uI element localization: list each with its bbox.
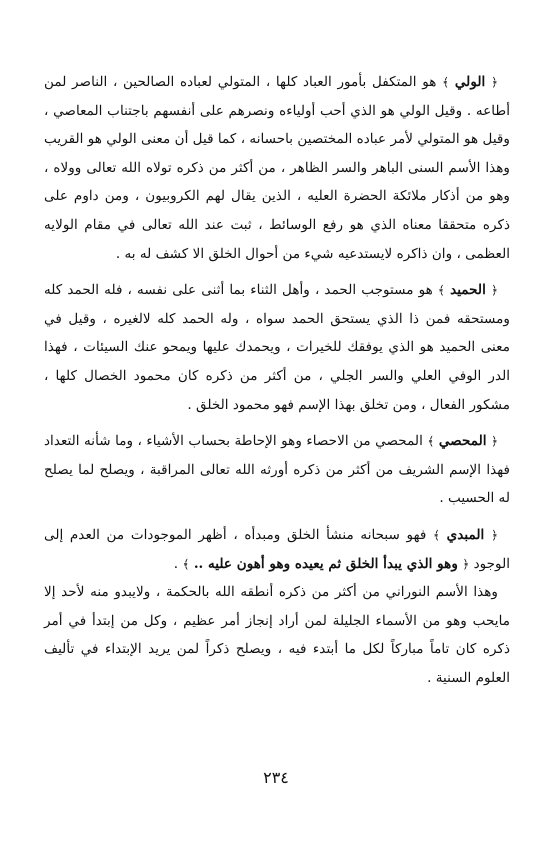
ornament-open-icon: ﴿	[490, 283, 498, 298]
verse-close-icon: ﴾	[182, 556, 190, 571]
paragraph-text: المحصي من الاحصاء وهو الإحاطة بحساب الأشياء ، وما شأنه التعداد فهذا الإسم الشريف من أكثر من ذكره أورثه الله تعالى المراقبة ، ويصلح لما يصلح له الحسيب .	[44, 433, 510, 507]
paragraph-al-muhsi	[44, 427, 510, 513]
paragraph-al-mubdi	[44, 521, 510, 578]
term-al-muhsi: المحصي	[438, 433, 487, 450]
ornament-close-icon: ﴾	[432, 527, 441, 542]
ornament-close-icon: ﴾	[427, 434, 435, 449]
ornament-open-icon: ﴿	[490, 527, 498, 542]
ornament-close-icon: ﴾	[442, 75, 450, 89]
paragraph-text: فهو سبحانه منشأ الخلق ومبدأه ، أظهر الموجودات من العدم إلى الوجود	[44, 526, 510, 572]
paragraph-text: هو مستوجب الحمد ، وأهل الثناء بما أثنى على نفسه ، فله الحمد كله ومستحقه فمن ذا الذي يستحق الحمد سواه ، وله الحمد كله لالغيره ، وقيل في معنى الحميد هو الذي يوفقك للخيرات ، ويحمدك عليها ويمحو عنك السيئات ، فهذا الدر الوفي العلي والسر الجلي ، من أكثر من ذكره كان محمود الخصال كلها ، مشكور الفعال ، ومن تخلق بهذا الإسم فهو محمود الخلق .	[44, 282, 510, 413]
paragraph-text: وهذا الأسم النوراني من أكثر من ذكره أنطقه الله بالحكمة ، ولايبدو منه لأحد إلا مايحب وهو من الأسماء الجليلة لمن أراد إنجاز أمر عظيم ، وكل من إبتدأ في أمر ذكره كان تاماً مباركاً لكل ما أبتدء فيه ، ويصلح ذكراً لمن يريد الإبتداء في تأليف العلوم السنية .	[44, 584, 510, 686]
quran-verse: وهو الذي يبدأ الخلق ثم يعيده وهو أهون عليه ..	[193, 555, 458, 572]
paragraph-continuation	[44, 578, 510, 692]
paragraph-text-end: .	[173, 555, 183, 572]
ornament-open-icon: ﴿	[490, 75, 498, 89]
term-al-mubdi: المبدي	[446, 526, 485, 543]
page-number: ٢٣٤	[263, 768, 289, 787]
page-body	[44, 68, 510, 692]
term-al-wali: الولي	[454, 74, 486, 90]
ornament-close-icon: ﴾	[437, 283, 445, 298]
ornament-open-icon: ﴿	[490, 434, 498, 449]
verse-open-icon: ﴿	[462, 556, 470, 571]
paragraph-text: هو المتكفل بأمور العباد كلها ، المتولي لعباده الصالحين ، الناصر لمن أطاعه . وقيل الولي هو الذي أحب أولياءه ونصرهم على أنفسهم باجتناب المعاصي ، وقيل هو المتولي لأمر عباده المختصين باحسانه ، كما قيل أن معنى الولي هو القريب وهذا الأسم السنى الباهر والسر الظاهر ، من أكثر من ذكره تولاه الله تعالى وولاه ، وهو من أذكار ملائكة الحضرة العليه ، الذين يقال لهم الكروبيون ، ومن داوم على ذكره متحققا معناه الذي هو رفع الوسائط ، ثبت عند الله تعالى في مقام الولايه العظمى ، وان ذاكره لايستدعيه شيء من أحوال الخلق الا كشف له به .	[44, 74, 510, 262]
paragraph-al-wali	[44, 68, 510, 268]
term-al-hamid: الحميد	[450, 282, 486, 299]
paragraph-al-hamid	[44, 276, 510, 419]
